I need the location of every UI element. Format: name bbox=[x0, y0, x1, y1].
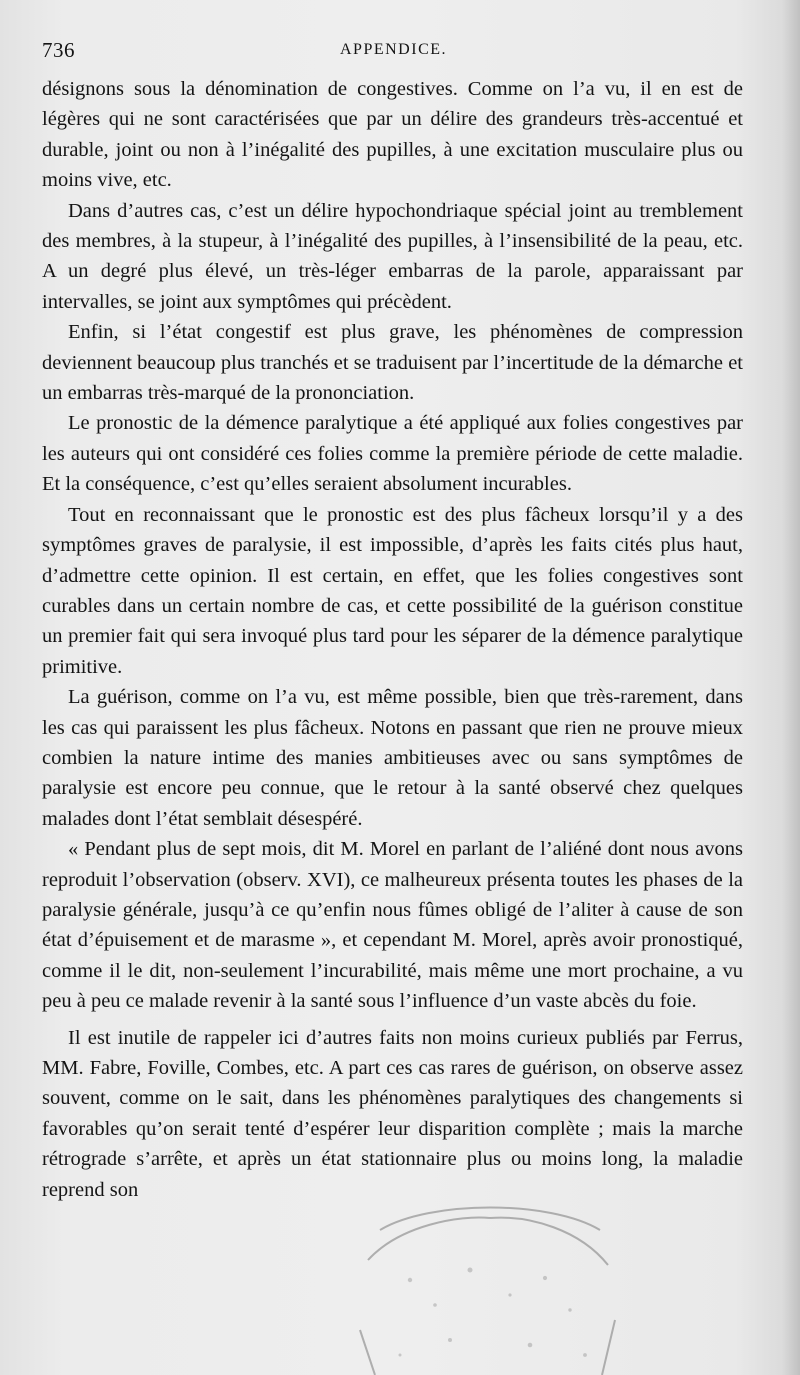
body-text bbox=[42, 74, 743, 1205]
page-header bbox=[42, 38, 742, 68]
paragraph: Il est inutile de rappeler ici d’autres faits non moins curieux publiés par Ferrus, MM. Fabre, Foville, Combes, etc. A part ces cas rares de guérison, on observe assez souvent, comme on le sait, dans les phénomènes paralytiques des changements si favorables qu’on serait tenté d’espérer leur disparition complète ; mais la marche rétrograde s’arrête, et après un état stationnaire plus ou moins long, la maladie reprend son bbox=[42, 1026, 743, 1201]
paragraph: Enfin, si l’état congestif est plus grave, les phénomènes de compression deviennent beaucoup plus tranchés et se traduisent par l’incertitude de la démarche et un embarras très-marqué de la prononciation. bbox=[42, 321, 743, 405]
paragraph: Dans d’autres cas, c’est un délire hypochondriaque spécial joint au tremblement des membres, à la stupeur, à l’inégalité des pupilles, à l’insensibilité de la peau, etc. A un degré plus élevé, un très-léger embarras de la parole, apparaissant par intervalles, se joint aux symptômes qui précèdent. bbox=[42, 199, 743, 313]
running-title: APPENDICE. bbox=[340, 41, 448, 58]
page-number: 736 bbox=[42, 38, 75, 62]
paragraph: Le pronostic de la démence paralytique a été appliqué aux folies congestives par les auteurs qui ont considéré ces folies comme la première période de cette maladie. Et la conséquence, c’est qu’elles seraient absolument incurables. bbox=[42, 412, 743, 496]
paragraph: désignons sous la dénomination de congestives. Comme on l’a vu, il en est de légères qui ne sont caractérisées que par un délire des grandeurs très-accentué et durable, joint ou non à l’inégalité des pupilles, à une excitation musculaire plus ou moins vive, etc. bbox=[42, 78, 743, 192]
paragraph: La guérison, comme on l’a vu, est même possible, bien que très-rarement, dans les cas qui paraissent les plus fâcheux. Notons en passant que rien ne prouve mieux combien la nature intime des manies ambitieuses avec ou sans symptômes de paralysie est encore peu connue, que le retour à la santé observé chez quelques malades dont l’état semblait désespéré. bbox=[42, 686, 743, 830]
page-gutter-shadow bbox=[782, 0, 800, 1375]
paragraph: Tout en reconnaissant que le pronostic est des plus fâcheux lorsqu’il y a des symptômes graves de paralysie, il est impossible, d’après les faits cités plus haut, d’admettre cette opinion. Il est certain, en effet, que les folies congestives sont curables dans un certain nombre de cas, et cette possibilité de la guérison constitue un premier fait qui sera invoqué plus tard pour les séparer de la démence paralytique primitive. bbox=[42, 503, 743, 678]
paragraph: « Pendant plus de sept mois, dit M. Morel en parlant de l’aliéné dont nous avons reproduit l’observation (observ. XVI), ce malheureux présenta toutes les phases de la paralysie générale, jusqu’à ce qu’enfin nous fûmes obligé de l’aliter à cause de son état d’épuisement et de marasme », et cependant M. Morel, après avoir pronostiqué, comme il le dit, non-seulement l’incurabilité, mais même une mort prochaine, a vu peu à peu ce malade revenir à la santé sous l’influence d’un vaste abcès du foie. bbox=[42, 838, 743, 1013]
